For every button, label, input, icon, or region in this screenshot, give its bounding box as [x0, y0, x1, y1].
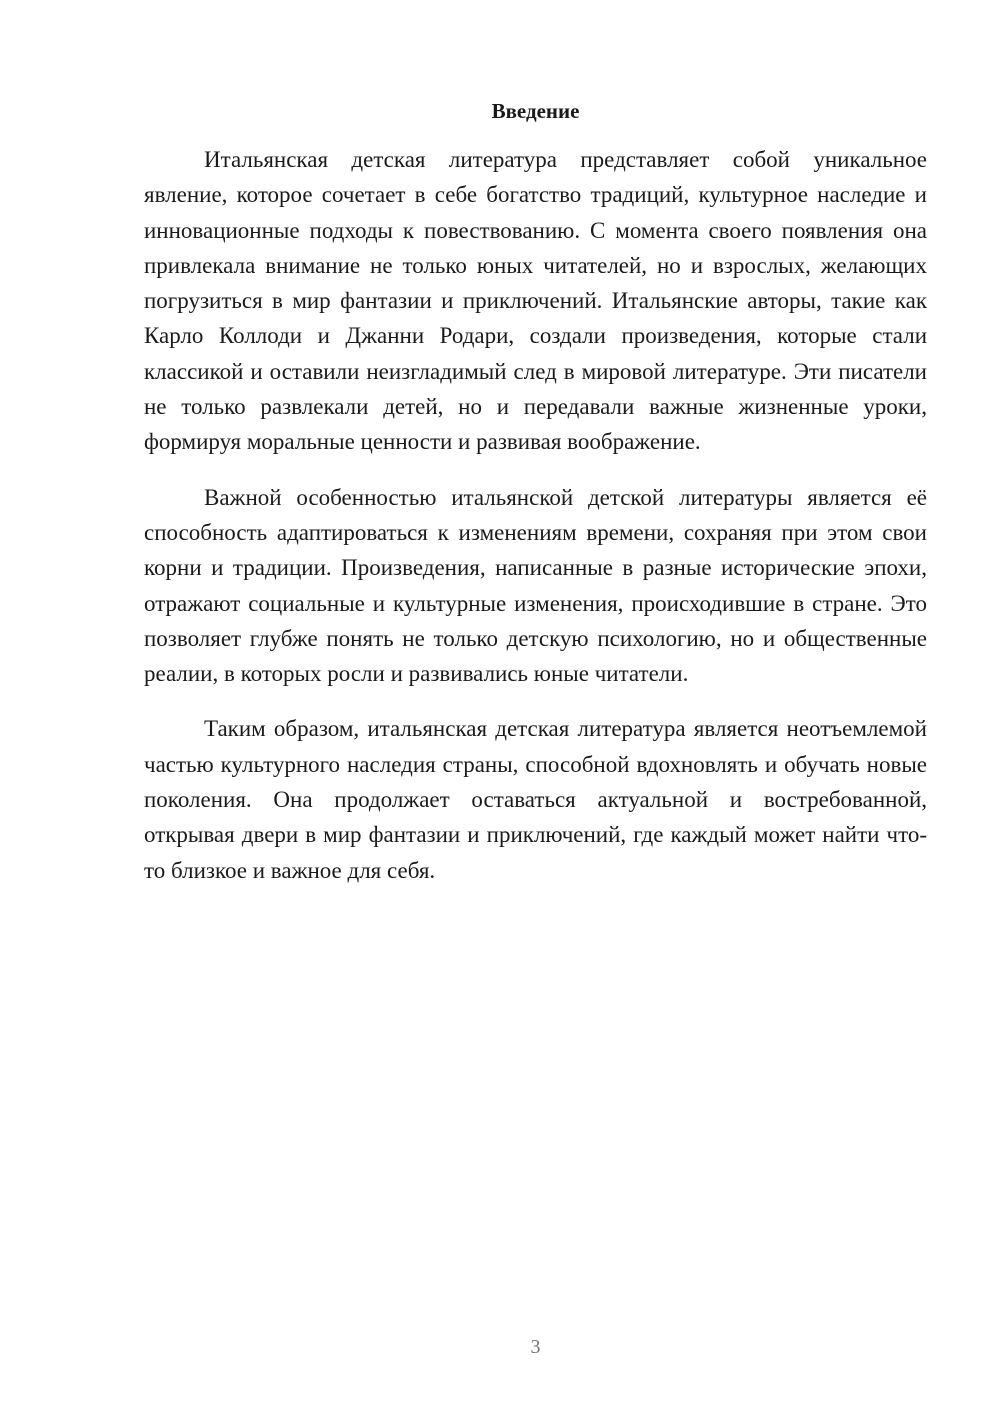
- paragraph-1: Итальянская детская литература представляет собой уникальное явление, которое сочетает в себе богатство традиций, культурное наследие и инновационные подходы к повествованию. С момента своего появления она привлекала внимание не только юных читателей, но и взрослых, желающих погрузиться в мир фантазии и приключений. Итальянские авторы, такие как Карло Коллоди и Джанни Родари, создали произведения, которые стали классикой и оставили неизгладимый след в мировой литературе. Эти писатели не только развлекали детей, но и передавали важные жизненные уроки, формируя моральные ценности и развивая воображение.: [144, 147, 927, 455]
- section-title: Введение: [491, 99, 580, 123]
- page-number: 3: [530, 1336, 541, 1358]
- paragraph-3: Таким образом, итальянская детская литература является неотъемлемой частью культурного наследия страны, способной вдохновлять и обучать новые поколения. Она продолжает оставаться актуальной и востребованной, открывая двери в мир фантазии и приключений, где каждый может найти что-то близкое и важное для себя.: [144, 716, 927, 883]
- body-text: [144, 142, 927, 908]
- paragraph-2: Важной особенностью итальянской детской литературы является её способность адаптироваться к изменениям времени, сохраняя при этом свои корни и традиции. Произведения, написанные в разные исторические эпохи, отражают социальные и культурные изменения, происходившие в стране. Это позволяет глубже понять не только детскую психологию, но и общественные реалии, в которых росли и развивались юные читатели.: [144, 484, 927, 687]
